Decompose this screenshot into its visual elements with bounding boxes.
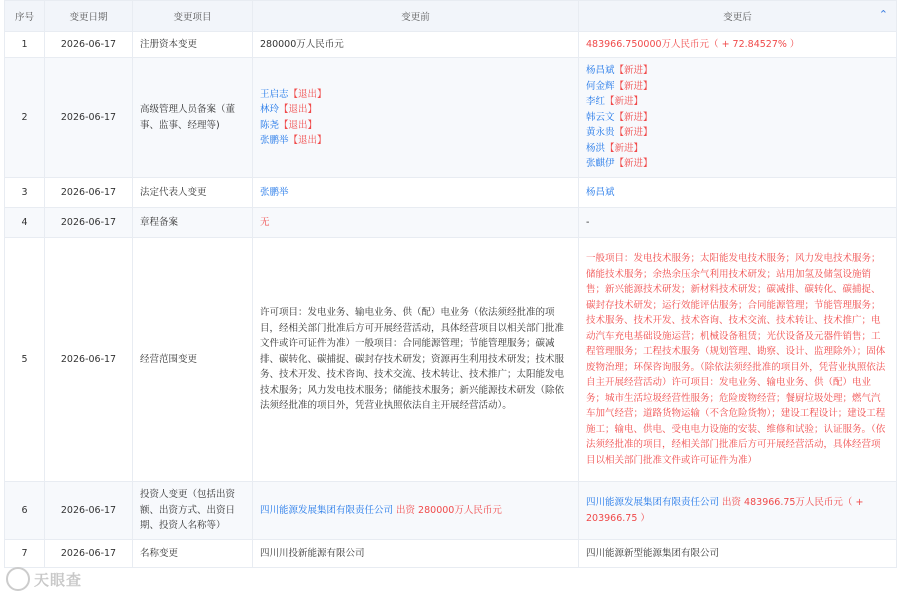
row-date: 2026-06-17 (45, 482, 133, 540)
row-item: 经营范围变更 (133, 238, 253, 482)
watermark (6, 567, 82, 591)
person-link[interactable]: 陈尧 (260, 119, 280, 131)
table-header (5, 1, 897, 32)
header-date: 变更日期 (45, 1, 133, 32)
table-row (5, 58, 897, 178)
row-date: 2026-06-17 (45, 540, 133, 568)
status-tag: 【退出】 (279, 119, 318, 131)
row-no: 1 (5, 32, 45, 58)
person-link[interactable]: 张麒伊 (586, 158, 615, 170)
status-tag: 【新进】 (614, 111, 653, 123)
header-no: 序号 (5, 1, 45, 32)
row-no: 7 (5, 540, 45, 568)
row-item: 投资人变更（包括出资额、出资方式、出资日期、投资人名称等） (133, 482, 253, 540)
row-date: 2026-06-17 (45, 32, 133, 58)
row-before (253, 178, 579, 208)
status-tag: 【新进】 (614, 127, 653, 139)
header-before: 变更前 (253, 1, 579, 32)
investment-amount: 出资 483966.75万人民币元（ + 203966.75 ） (586, 497, 864, 524)
row-item: 章程备案 (133, 208, 253, 238)
row-item: 名称变更 (133, 540, 253, 568)
row-before: 许可项目：发电业务、输电业务、供（配）电业务（依法须经批准的项目，经相关部门批准后方可开展经营活动，具体经营项目以相关部门批准文件或许可证件为准）一般项目：合同能源管理；节能管理服务；碳减排、碳转化、碳捕捉、碳封存技术研发；资源再生利用技术研发；技术服务、技术开发、技术咨询、技术交流、技术转让、技术推广；太阳能发电技术服务；风力发电技术服务；储能技术服务；新兴能源技术研发（除依法须经批准的项目外，凭营业执照依法自主开展经营活动）。 (253, 238, 579, 482)
row-no: 5 (5, 238, 45, 482)
status-tag: 【新进】 (614, 65, 653, 77)
row-date: 2026-06-17 (45, 208, 133, 238)
table-row (5, 208, 897, 238)
person-link[interactable]: 李红 (586, 96, 606, 108)
person-link[interactable]: 林玲 (260, 104, 280, 115)
person-link[interactable]: 黄永贵 (586, 127, 615, 139)
person-link[interactable]: 杨昌斌 (586, 186, 615, 198)
row-item: 注册资本变更 (133, 32, 253, 58)
investment-amount: 出资 280000万人民币元 (393, 504, 502, 516)
row-after: 483966.750000万人民币元（ + 72.84527% ） (579, 32, 897, 58)
row-before: 280000万人民币元 (253, 32, 579, 58)
person-link[interactable]: 张鹏举 (260, 186, 289, 198)
row-date: 2026-06-17 (45, 58, 133, 178)
watermark-logo-icon (6, 567, 30, 591)
status-tag: 【新进】 (605, 96, 644, 108)
row-before: 四川川投新能源有限公司 (253, 540, 579, 568)
row-no: 6 (5, 482, 45, 540)
row-after: 一般项目：发电技术服务；太阳能发电技术服务；风力发电技术服务；储能技术服务；余热余压余气利用技术研发；站用加氢及储氢设施销售；新兴能源技术研发；新材料技术研发；碳减排、碳转化、碳捕捉、碳封存技术研发；运行效能评估服务；合同能源管理；节能管理服务；技术服务、技术开发、技术咨询、技术交流、技术转让、技术推广；电动汽车充电基础设施运营；机械设备租赁；光伏设备及元器件销售；工程管理服务；工程技术服务（规划管理、勘察、设计、监理除外）；固体废物治理；环保咨询服务。（除依法须经批准的项目外，凭营业执照依法自主开展经营活动）许可项目：发电业务、输电业务、供（配）电业务；城市生活垃圾经营性服务；危险废物经营；餐厨垃圾处理；燃气汽车加气经营；道路货物运输（不含危险货物）；建设工程设计；建设工程施工；输电、供电、受电电力设施的安装、维修和试验；认证服务。（依法须经批准的项目，经相关部门批准后方可开展经营活动，具体经营项目以相关部门批准文件或许可证件为准） (579, 238, 897, 482)
row-after: 四川能源新型能源集团有限公司 (579, 540, 897, 568)
person-link[interactable]: 杨洪 (586, 142, 606, 154)
table-row (5, 32, 897, 58)
row-item: 法定代表人变更 (133, 178, 253, 208)
row-before (253, 482, 579, 540)
status-tag: 【退出】 (279, 104, 318, 115)
row-no: 4 (5, 208, 45, 238)
row-item: 高级管理人员备案（董事、监事、经理等) (133, 58, 253, 178)
row-after: - (579, 208, 897, 238)
header-item: 变更项目 (133, 1, 253, 32)
person-link[interactable]: 王启志 (260, 88, 289, 100)
watermark-text: 天眼查 (34, 570, 83, 589)
header-after: 变更后 (579, 1, 897, 32)
company-link[interactable]: 四川能源发展集团有限责任公司 (260, 504, 394, 516)
row-after (579, 58, 897, 178)
change-record-table (4, 0, 897, 568)
row-before: 无 (253, 208, 579, 238)
person-link[interactable]: 张鹏举 (260, 135, 289, 146)
status-tag: 【新进】 (614, 158, 653, 170)
row-date: 2026-06-17 (45, 178, 133, 208)
status-tag: 【新进】 (614, 80, 653, 92)
row-no: 2 (5, 58, 45, 178)
row-before (253, 58, 579, 178)
company-link[interactable]: 四川能源发展集团有限责任公司 (586, 497, 720, 508)
table-row (5, 482, 897, 540)
row-date: 2026-06-17 (45, 238, 133, 482)
table-row (5, 238, 897, 482)
person-link[interactable]: 杨昌斌 (586, 65, 615, 77)
row-no: 3 (5, 178, 45, 208)
status-tag: 【新进】 (605, 142, 644, 154)
row-after (579, 482, 897, 540)
status-tag: 【退出】 (288, 135, 327, 146)
row-after (579, 178, 897, 208)
person-link[interactable]: 何金辉 (586, 80, 615, 92)
person-link[interactable]: 韩云文 (586, 111, 615, 123)
status-tag: 【退出】 (288, 88, 327, 100)
table-row (5, 178, 897, 208)
chevron-up-icon[interactable]: ⌃ (878, 8, 888, 21)
table-row (5, 540, 897, 568)
